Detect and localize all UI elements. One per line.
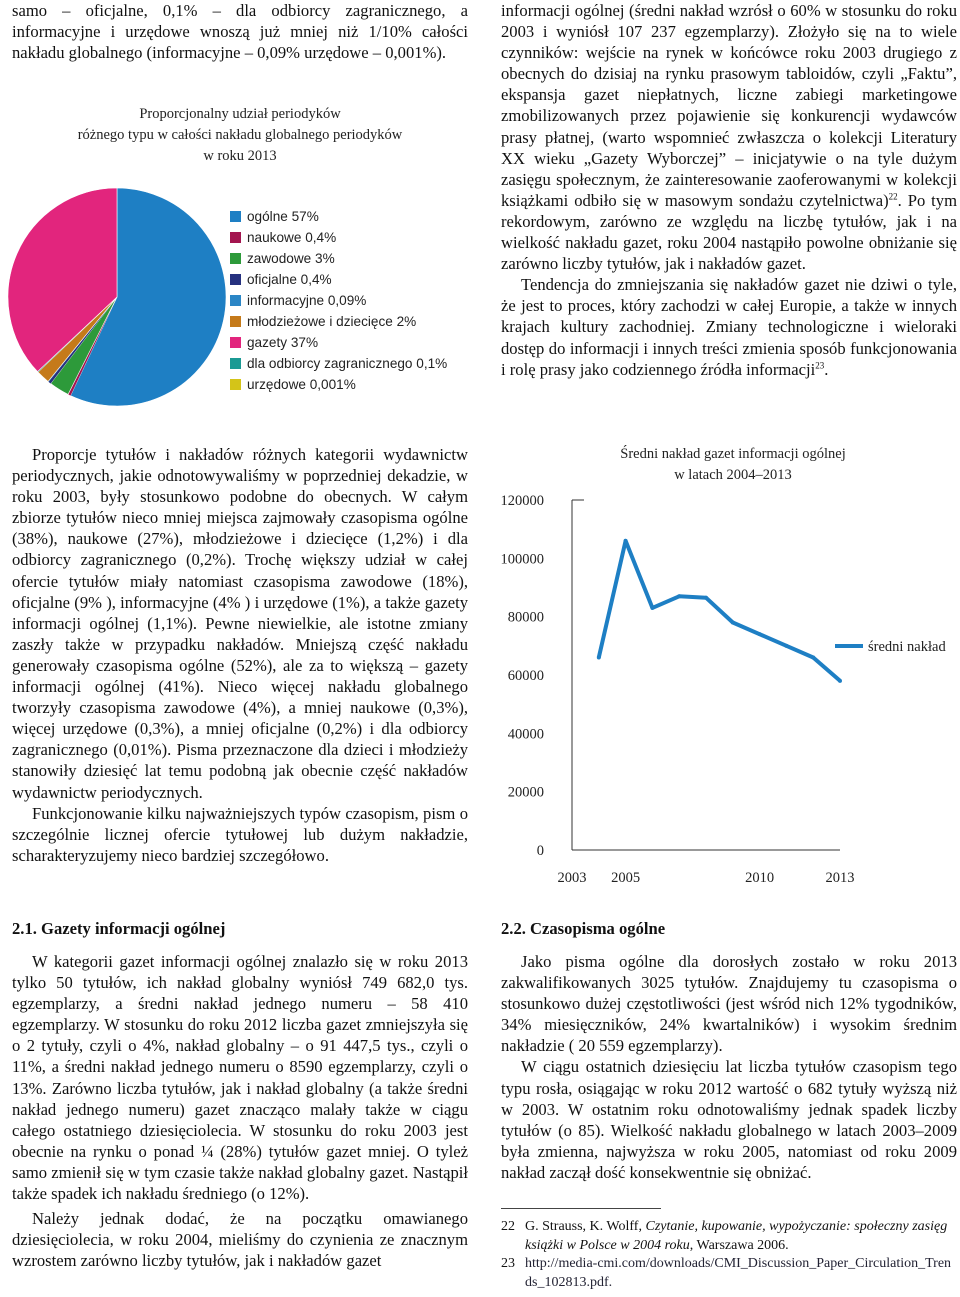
footnote-text bbox=[525, 1218, 957, 1255]
section-heading-2-1: 2.1. Gazety informacji ogólnej bbox=[12, 919, 226, 938]
legend-swatch bbox=[230, 211, 241, 222]
y-tick-label: 80000 bbox=[507, 609, 544, 626]
data-point-2010 bbox=[758, 632, 762, 636]
paragraph-fakt-b: . Po tym rekordowym, zarówno ze względu na liczbę tytułów, jak i na wielkość nakładu gazet, roku 2004 nastąpiło powolne obniżanie się zarówno liczby tytułów, jak i nakładów gazet. bbox=[501, 190, 957, 274]
y-tick-label: 40000 bbox=[507, 726, 544, 743]
legend-swatch bbox=[230, 295, 241, 306]
paragraph-ogolne-trend: W ciągu ostatnich dziesięciu lat liczba tytułów czasopism tego typu rosła, osiągając w roku 2012 wartość o 682 tytuły wyższą niż w 2003. W ostatnim roku odnotowaliśmy jednak spadek liczby tytułów (o 85). Wielkość nakładu globalnego w latach 2003–2009 była zmienna, najwyższa w roku 2005, natomiast od roku 2009 nakład zaczął dość konsekwentnie się obniżać. bbox=[501, 1057, 957, 1182]
line-chart bbox=[480, 480, 960, 900]
paragraph-gazety-2004: Należy jednak dodać, że na początku omawianego dziesięciolecia, w roku 2004, mieliśmy do czynienia ze znacznym wzrostem zarówno liczby tytułów, jak i nakładów gazet bbox=[12, 1209, 468, 1271]
footnote-book-title: Czytanie, kupowanie, wypożyczanie: społeczny zasięg książki w Polsce w 2004 roku bbox=[525, 1219, 948, 1253]
right-column-top bbox=[501, 0, 957, 380]
footnote-ref-22[interactable]: 22 bbox=[888, 191, 898, 202]
legend-label: urzędowe 0,001% bbox=[247, 377, 356, 392]
footnote-ref-23[interactable]: 23 bbox=[815, 360, 825, 371]
legend-swatch bbox=[230, 379, 241, 390]
data-point-2009 bbox=[731, 621, 735, 625]
line-legend-label: średni nakład bbox=[868, 639, 946, 655]
paragraph-functioning: Funkcjonowanie kilku najważniejszych typów czasopism, pism o szczególnie licznej ofercie tytułowej lub dużym nakładzie, scharakteryzujemy nieco bardziej szczegółowo. bbox=[12, 803, 468, 865]
footnote-link-wrap bbox=[525, 1255, 957, 1292]
intro-paragraph: samo – oficjalne, 0,1% – dla odbiorcy zagranicznego, a informacyjne i urzędowe wnoszą już mniej niż 1/10% całości nakładu globalnego (informacyjne – 0,09% urzędowe – 0,001%). bbox=[12, 1, 468, 63]
data-point-2008 bbox=[704, 596, 708, 600]
pie-chart-title bbox=[12, 104, 468, 167]
x-tick-label: 2003 bbox=[557, 870, 587, 886]
left-column-top bbox=[12, 0, 468, 63]
left-column-middle bbox=[12, 444, 468, 866]
data-point-2005 bbox=[624, 539, 628, 543]
y-tick-label: 60000 bbox=[507, 668, 544, 684]
y-tick-label: 120000 bbox=[500, 493, 544, 509]
legend-item bbox=[230, 227, 447, 248]
data-point-2013 bbox=[838, 679, 842, 683]
paragraph-fakt bbox=[501, 0, 957, 274]
paragraph-tendency-a: Tendencja do zmniejszania się nakładów gazet nie dziwi o tyle, że jest to proces, który zachodzi w całej Europie, a także w innych krajach kultury zachodniej. Zmiany technologiczne i wieloraki dostęp do informacji i innych treści zmienia sposób funkcjonowania i rolę prasy jako codziennego źródła informacji bbox=[501, 275, 957, 379]
pie-title-line-2: różnego typu w całości nakładu globalnego periodyków bbox=[77, 127, 403, 143]
pie-legend bbox=[230, 206, 447, 395]
legend-item bbox=[230, 332, 447, 353]
legend-swatch bbox=[230, 232, 241, 243]
pie-title-line-3: w roku 2013 bbox=[203, 148, 277, 164]
legend-item bbox=[230, 206, 447, 227]
legend-swatch bbox=[230, 358, 241, 369]
legend-swatch bbox=[230, 316, 241, 327]
paragraph-fakt-a: informacji ogólnej (średni nakład wzrósł o 60% w stosunku do roku 2003 i wyniósł 107 237 egzemplarzy). Złożyło się na to wiele czynników: wejście na rynek w końcówce roku 2003 drugiego z obecnych do dzisiaj na rynku prasowym tabloidów, czyli „Faktu”, ekspansja gazet niepłatnych, liczne zabiegi marketingowe zmobilizowanych przez pojawienie się konkurencji wydawców prasy płatnej, (warto wspomnieć zwłaszcza o kolekcji Literatury XX wieku „Gazety Wyborczej” – inicjatywie o na tyle dużym zasięgu społecznym, że zainteresowanie zaoferowanymi w kolekcji książkami odbiło się w masowym sondażu czytelnictwa) bbox=[501, 1, 957, 210]
x-tick-label: 2010 bbox=[745, 870, 775, 886]
legend-label: dla odbiorcy zagranicznego 0,1% bbox=[247, 356, 448, 371]
y-tick-label: 100000 bbox=[500, 551, 544, 568]
data-point-2011 bbox=[784, 644, 788, 648]
legend-item bbox=[230, 290, 447, 311]
line-title-line-2: w latach 2004–2013 bbox=[674, 467, 792, 483]
legend-label: informacyjne 0,09% bbox=[247, 293, 367, 308]
x-tick-label: 2013 bbox=[825, 870, 855, 886]
legend-label: młodzieżowe i dziecięce 2% bbox=[247, 314, 417, 329]
legend-swatch bbox=[230, 337, 241, 348]
x-tick-label: 2005 bbox=[611, 870, 641, 886]
footnote-link[interactable]: http://media-cmi.com/downloads/CMI_Discussion_Paper_Circulation_Trends_102813.pdf. bbox=[525, 1256, 952, 1290]
footnotes bbox=[501, 1218, 957, 1292]
paragraph-gazety-2013: W kategorii gazet informacji ogólnej znalazło się w roku 2013 tylko 50 tytułów, ich nakład globalny wyniósł 749 682,0 tys. egzemplarzy, a średni nakład jednego numeru – 58 410 egzemplarzy. W stosunku do roku 2012 liczba gazet zmniejszyła się o 2 tytuły, czyli o 4%, nakład globalny – o 91 447,5 tys., czyli o 11%, a średni nakład jednego numeru o 8590 egzemplarzy, czyli o 13%. Zarówno liczba tytułów, jak i nakład globalny (a także średni nakład jednego numeru) gazet znacząco malały także w ciągu całego ostatniego dziesięciolecia. W stosunku do roku 2003 jest obecnie na rynku o ponad ¼ (28%) tytułów gazet mniej. O tyleż samo zmienił się w tym czasie także nakład globalny gazet. Nastąpił także spadek ich nakładu średniego (o 12%). bbox=[12, 952, 468, 1204]
section-heading-2-2: 2.2. Czasopisma ogólne bbox=[501, 919, 666, 938]
paragraph-proportions: Proporcje tytułów i nakładów różnych kategorii wydawnictw periodycznych, jakie odnotowywaliśmy w poprzedniej dekadzie, w roku 2003, były stosunkowo podobne do obecnych. W całym zbiorze tytułów nieco mniej miejsca zajmowały czasopisma ogólne (38%), naukowe (27%), młodzieżowe i dziecięce (1,2%) i dla odbiorcy zagranicznego (0,2%). Trochę większy udział w całej ofercie tytułów miały natomiast czasopisma zawodowe (18%), oficjalne (9% ), informacyjne (4% ) i urzędowe (1%), a także gazety informacji ogólnej (1,1%). Pewne niewielkie, ale istotne zmiany zaszły także w przypadku nakładów. Mniejszą część nakładu generowały czasopisma ogólne (52%), ale za to większą – gazety informacji ogólnej (41%). Nieco więcej nakładu globalnego tworzyły czasopisma zawodowe (4%), a mniej naukowe (0,3%), więcej urzędowe (0,3%), a mniej oficjalne (0,2%) i dla odbiorcy zagranicznego (0,01%). Pisma przeznaczone dla dzieci i młodzieży stanowiły dziesięć lat temu podobną jak obecnie część nakładów wydawnictw periodycznych. bbox=[12, 445, 468, 802]
paragraph-tendency bbox=[501, 274, 957, 379]
legend-item bbox=[230, 374, 447, 395]
paragraph-ogolne-2013: Jako pisma ogólne dla dorosłych zostało w roku 2013 zakwalifikowanych 3025 tytułów. Znajdujemy tu czasopisma o stosunkowo dużej częstotliwości (jest wśród nich 12% tygodników, 34% miesięczników, 24% kwartalników) i wysokim średnim nakładzie ( 20 559 egzemplarzy). bbox=[501, 952, 957, 1056]
footnote-number: 23 bbox=[501, 1256, 515, 1271]
pie-chart bbox=[0, 180, 230, 410]
legend-label: gazety 37% bbox=[247, 335, 319, 350]
legend-item bbox=[230, 311, 447, 332]
legend-label: ogólne 57% bbox=[247, 209, 319, 224]
legend-swatch bbox=[230, 274, 241, 285]
data-point-2007 bbox=[677, 594, 681, 598]
legend-item bbox=[230, 269, 447, 290]
y-tick-label: 0 bbox=[536, 843, 544, 859]
right-column-bottom bbox=[501, 918, 957, 1183]
legend-label: naukowe 0,4% bbox=[247, 230, 337, 245]
pie-title-line-1: Proporcjonalny udział periodyków bbox=[139, 106, 341, 122]
legend-swatch bbox=[230, 253, 241, 264]
legend-item bbox=[230, 248, 447, 269]
left-column-bottom bbox=[12, 918, 468, 1271]
line-title-line-1: Średni nakład gazet informacji ogólnej bbox=[620, 446, 846, 462]
y-tick-label: 20000 bbox=[507, 784, 544, 801]
footnote-publication: , Warszawa 2006. bbox=[689, 1237, 789, 1253]
paragraph-tendency-b: . bbox=[824, 359, 829, 379]
footnote-23 bbox=[501, 1255, 957, 1292]
footnote-number: 22 bbox=[501, 1219, 515, 1234]
data-point-2004 bbox=[597, 656, 601, 660]
data-point-2006 bbox=[650, 606, 654, 610]
footnote-authors: G. Strauss, K. Wolff, bbox=[525, 1219, 646, 1234]
footnote-separator bbox=[501, 1208, 661, 1209]
series-line-sredni-naklad bbox=[599, 541, 840, 681]
data-point-2012 bbox=[811, 656, 815, 660]
footnote-22 bbox=[501, 1218, 957, 1255]
legend-label: oficjalne 0,4% bbox=[247, 272, 332, 287]
legend-item bbox=[230, 353, 447, 374]
legend-label: zawodowe 3% bbox=[247, 251, 335, 266]
